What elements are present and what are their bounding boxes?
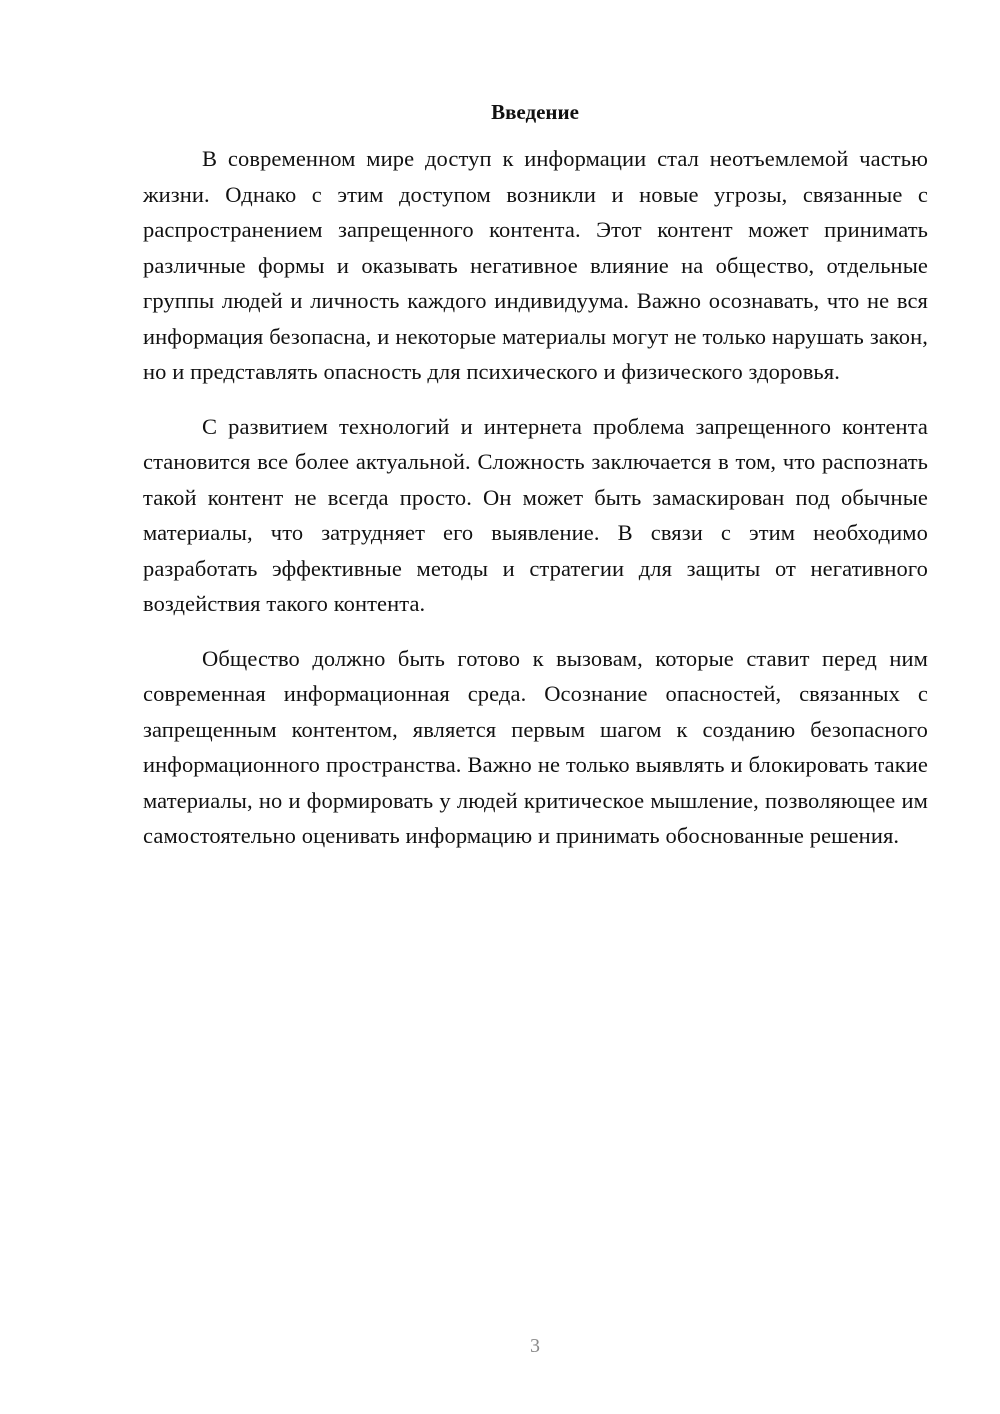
paragraph-3: Общество должно быть готово к вызовам, которые ставит перед ним современная информационная среда. Осознание опасностей, связанных с запрещенным контентом, является первым шагом к созданию безопасного информационного пространства. Важно не только выявлять и блокировать такие материалы, но и формировать у людей критическое мышление, позволяющее им самостоятельно оценивать информацию и принимать обоснованные решения. bbox=[143, 645, 928, 848]
paragraph-2: С развитием технологий и интернета проблема запрещенного контента становится все более актуальной. Сложность заключается в том, что распознать такой контент не всегда просто. Он может быть замаскирован под обычные материалы, что затрудняет его выявление. В связи с этим необходимо разработать эффективные методы и стратегии для защиты от негативного воздействия такого контента. bbox=[143, 413, 928, 616]
paragraph-1: В современном мире доступ к информации стал неотъемлемой частью жизни. Однако с этим доступом возникли и новые угрозы, связанные с распространением запрещенного контента. Этот контент может принимать различные формы и оказывать негативное влияние на общество, отдельные группы людей и личность каждого индивидуума. Важно осознавать, что не вся информация безопасна, и некоторые материалы могут не только нарушать закон, но и представлять опасность для психического и физического здоровья. bbox=[143, 146, 928, 384]
document-body bbox=[143, 141, 928, 873]
page-number: 3 bbox=[530, 1335, 540, 1357]
section-title: Введение bbox=[491, 100, 579, 124]
